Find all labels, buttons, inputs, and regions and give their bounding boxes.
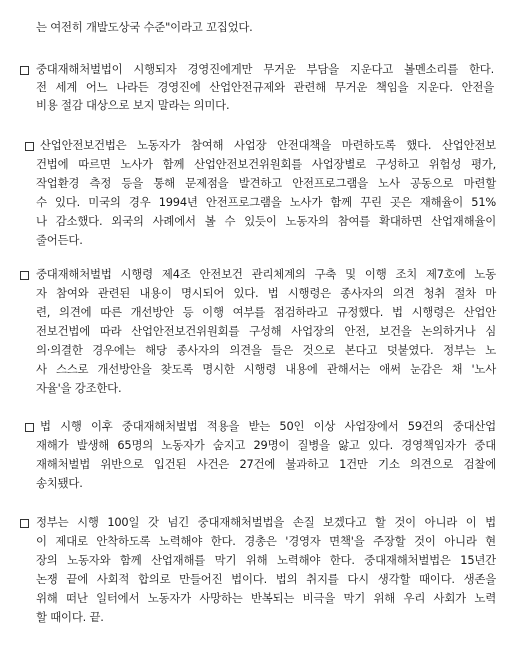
paragraph-5-line-2: 이 제대로 안착하도록 노력해야 한다. 경총은 '경영자 면책'을 주장할 것이 아니라 현 <box>36 534 496 548</box>
paragraph-1-line-2: 전 세계 어느 나라든 경영진에 산업안전규제와 관련해 무거운 책임을 지운다. 안전을 <box>36 80 494 94</box>
paragraph-1-line-3: 비용 절감 대상으로 보지 말라는 의미다. <box>36 98 230 112</box>
paragraph-5-line-3: 장의 노동자와 함께 산업재해를 막기 위해 노력해야 한다. 중대재해처벌법은 15년간 <box>36 553 496 567</box>
paragraph-1-line-1: 중대재해처벌법이 시행되자 경영진에게만 무거운 부담을 지운다고 볼멘소리를 한다. <box>36 62 494 76</box>
checkbox-bullet-icon <box>25 423 34 432</box>
paragraph-3-line-2: 자 참여와 관련된 내용이 명시되어 있다. 법 시행령은 종사자의 의견 청취 절차 마 <box>36 286 496 300</box>
paragraph-2-line-2: 건법에 따르면 노사가 함께 산업안전보건위원회를 사업장별로 구성하고 위험성 평가, <box>36 157 496 171</box>
paragraph-3-line-3: 련, 의견에 따른 개선방안 등 이행 여부를 점검하라고 규정했다. 법 시행령은 산업안 <box>36 305 496 319</box>
paragraph-4-line-2: 재해가 발생해 65명의 노동자가 숨지고 29명이 질병을 앓고 있다. 경영책임자가 중대 <box>36 438 496 452</box>
paragraph-2-line-6: 줄어든다. <box>36 233 83 247</box>
paragraph-3-line-5: 의·의결한 경우에는 해당 종사자의 의견을 들은 것으로 본다고 덧붙였다. 정부는 노 <box>36 343 496 357</box>
paragraph-5-line-4: 논쟁 끝에 사회적 합의로 만들어진 법이다. 법의 취지를 다시 생각할 때이다. 생존을 <box>36 572 496 586</box>
paragraph-continuation-line: 는 여전히 개발도상국 수준"이라고 꼬집었다. <box>36 20 253 34</box>
checkbox-bullet-icon <box>20 271 29 280</box>
paragraph-5-line-5: 위해 떠난 일터에서 노동자가 사망하는 반복되는 비극을 막기 위해 우리 사회가 노력 <box>36 591 496 605</box>
paragraph-4-line-3: 재해처벌법 위반으로 입건된 사건은 27건에 불과하고 1건만 기소 의견으로 검찰에 <box>36 457 496 471</box>
paragraph-3-line-7: 자율'을 강조한다. <box>36 381 122 395</box>
checkbox-bullet-icon <box>25 142 34 151</box>
paragraph-5-line-1: 정부는 시행 100일 갓 넘긴 중대재해처벌법을 손질 보겠다고 할 것이 아니라 이 법 <box>36 515 496 529</box>
paragraph-3-line-1: 중대재해처벌법 시행령 제4조 안전보건 관리체계의 구축 및 이행 조치 제7호에 노동 <box>36 267 496 281</box>
paragraph-2-line-4: 수 있다. 미국의 경우 1994년 안전프로그램을 노사가 함께 꾸린 곳은 재해율이 51% <box>36 195 496 209</box>
paragraph-4-line-4: 송치됐다. <box>36 476 83 490</box>
paragraph-3-line-4: 전보건법에 따라 산업안전보건위원회를 구성해 사업장의 안전, 보건을 논의하거나 심 <box>36 324 496 338</box>
paragraph-2-line-5: 나 감소했다. 외국의 사례에서 볼 수 있듯이 노동자의 참여를 확대하면 산업재해율이 <box>36 214 496 228</box>
paragraph-3-line-6: 사 스스로 개선방안을 찾도록 명시한 시행령 내용에 관해서는 애써 눈감은 채 '노사 <box>36 362 496 376</box>
paragraph-5-line-6: 할 때이다. 끝. <box>36 610 104 624</box>
paragraph-4-line-1: 법 시행 이후 중대재해처벌법 적용을 받는 50인 이상 사업장에서 59건의 중대산업 <box>40 419 496 433</box>
checkbox-bullet-icon <box>20 66 29 75</box>
paragraph-2-line-1: 산업안전보건법은 노동자가 참여해 사업장 안전대책을 마련하도록 했다. 산업안전보 <box>40 138 496 152</box>
checkbox-bullet-icon <box>20 519 29 528</box>
paragraph-2-line-3: 작업환경 측정 등을 통해 문제점을 발견하고 안전프로그램을 노사 공동으로 마련할 <box>36 176 496 190</box>
